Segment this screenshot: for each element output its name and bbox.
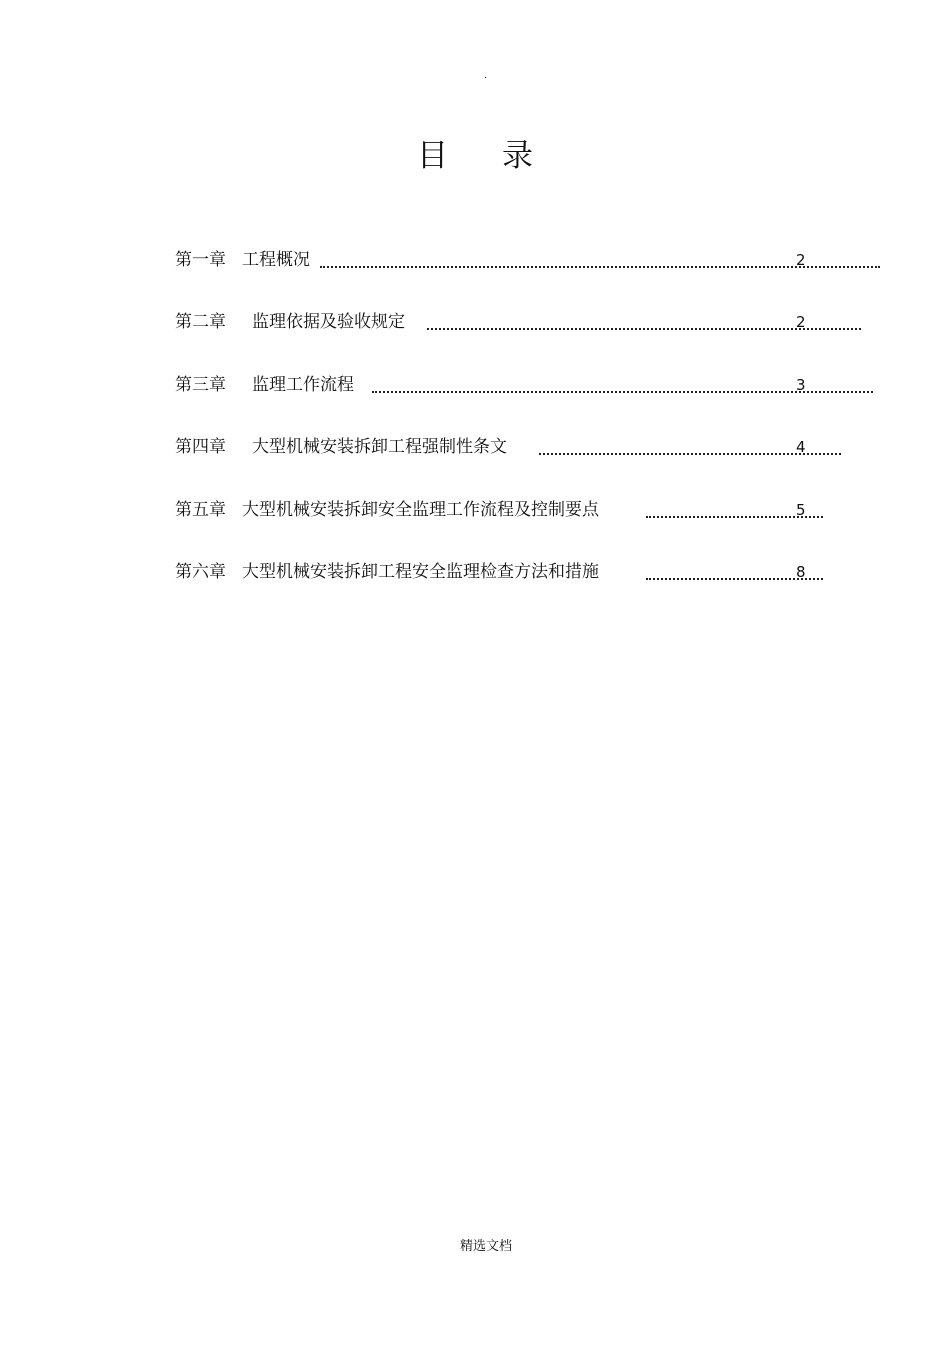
toc-chapter-label: 第四章 — [175, 437, 226, 457]
toc-page-number: 4 — [796, 438, 806, 456]
toc-chapter-title: 大型机械安装拆卸工程强制性条文 — [252, 437, 507, 457]
page-title — [0, 134, 950, 178]
toc-chapter-label: 第一章 — [175, 250, 226, 270]
toc-page-number: 5 — [796, 501, 806, 519]
toc-chapter-label: 第二章 — [175, 312, 226, 332]
toc-chapter-title: 大型机械安装拆卸安全监理工作流程及控制要点 — [242, 500, 599, 520]
toc-chapter-label: 第六章 — [175, 562, 226, 582]
page-footer: 精选文档 — [459, 1239, 512, 1254]
toc-chapter-title: 工程概况 — [242, 250, 310, 270]
toc-page-number: 2 — [796, 313, 806, 331]
title-char-2: 录 — [502, 138, 533, 174]
toc-chapter-title: 监理依据及验收规定 — [252, 312, 405, 332]
toc-chapter-title: 监理工作流程 — [252, 375, 354, 395]
toc-page-number: 8 — [796, 563, 806, 581]
title-char-1: 目 — [417, 138, 448, 174]
toc-chapter-label: 第三章 — [175, 375, 226, 395]
toc-page-number: 2 — [796, 251, 806, 269]
toc-chapter-label: 第五章 — [175, 500, 226, 520]
toc-chapter-title: 大型机械安装拆卸工程安全监理检查方法和措施 — [242, 562, 599, 582]
header-mark: . — [484, 70, 488, 81]
toc-page-number: 3 — [796, 376, 806, 394]
